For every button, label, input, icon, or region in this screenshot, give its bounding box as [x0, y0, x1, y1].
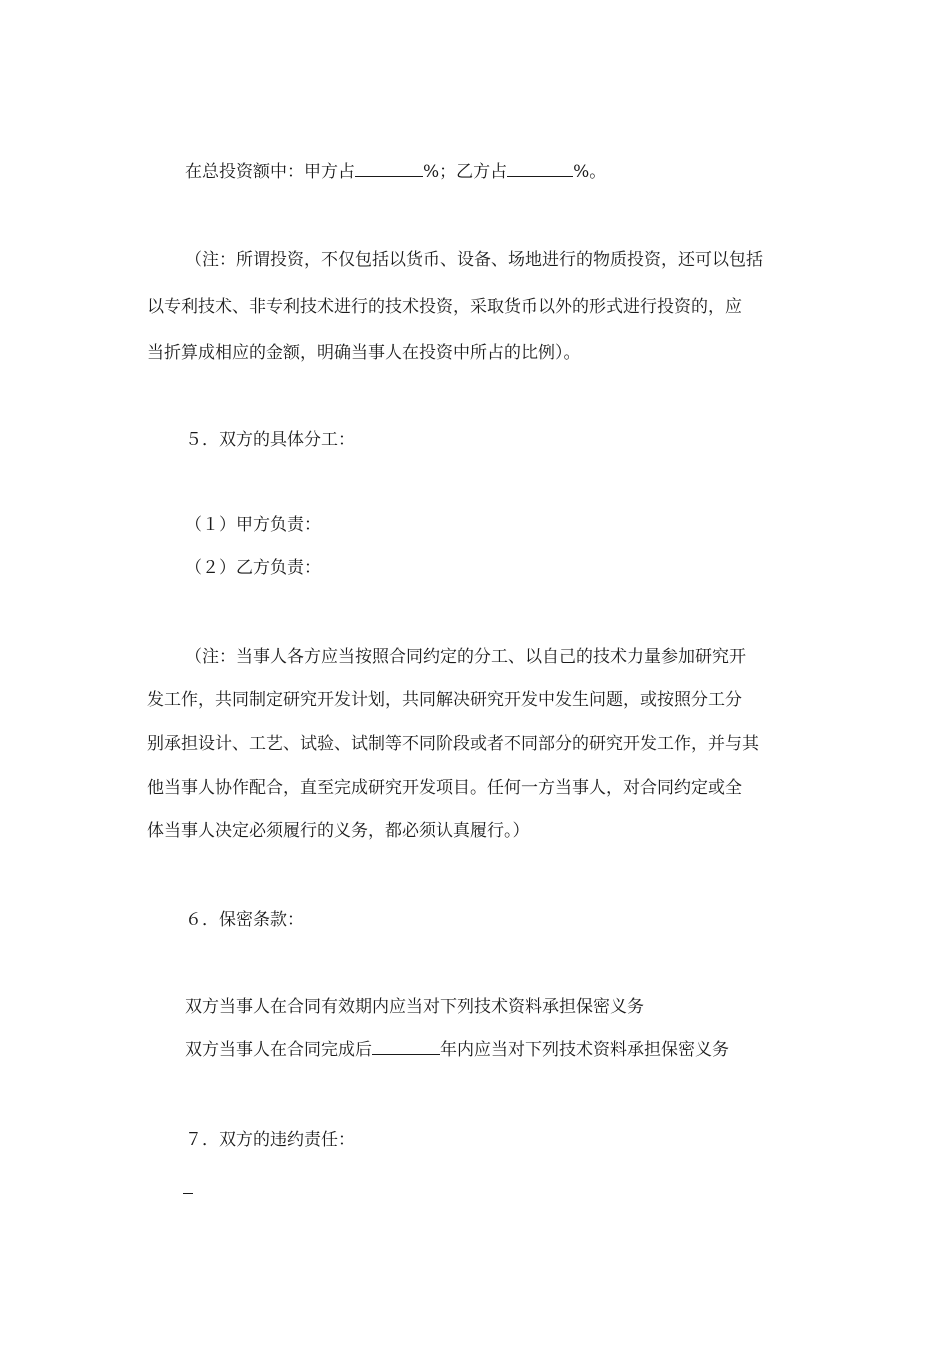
confidentiality-line2-prefix: 双方当事人在合同完成后: [185, 1040, 372, 1060]
note2-line5: 体当事人决定必须履行的义务，都必须认真履行。）: [147, 821, 530, 841]
blank-dash: [183, 1193, 193, 1194]
note2-line4: 他当事人协作配合，直至完成研究开发项目。任何一方当事人，对合同约定或全: [147, 778, 742, 798]
confidentiality-line1: 双方当事人在合同有效期内应当对下列技术资料承担保密义务: [185, 997, 644, 1017]
confidentiality-line2: [185, 1038, 729, 1062]
note1-line2: 以专利技术、非专利技术进行的技术投资，采取货币以外的形式进行投资的，应: [147, 297, 742, 317]
confidentiality-line2-suffix: 年内应当对下列技术资料承担保密义务: [440, 1040, 729, 1060]
party-a-share-blank: [355, 162, 423, 177]
section5-item1: （１）甲方负责：: [185, 515, 321, 535]
party-b-share-blank: [507, 162, 573, 177]
investment-prefix: 在总投资额中：甲方占: [185, 162, 355, 182]
years-blank: [372, 1040, 440, 1055]
section6-heading: ６．保密条款：: [185, 910, 304, 930]
investment-ratio-line: [185, 160, 606, 184]
section5-item2: （２）乙方负责：: [185, 558, 321, 578]
investment-mid: %；乙方占: [423, 162, 508, 182]
note2-line1: （注：当事人各方应当按照合同约定的分工、以自己的技术力量参加研究开: [185, 647, 746, 667]
note2-line2: 发工作，共同制定研究开发计划，共同解决研究开发中发生问题，或按照分工分: [147, 690, 742, 710]
note1-line1: （注：所谓投资，不仅包括以货币、设备、场地进行的物质投资，还可以包括: [185, 250, 763, 270]
section7-heading: ７．双方的违约责任：: [185, 1130, 355, 1150]
investment-suffix: %。: [573, 162, 607, 182]
note1-line3: 当折算成相应的金额，明确当事人在投资中所占的比例）。: [147, 343, 581, 363]
note2-line3: 别承担设计、工艺、试验、试制等不同阶段或者不同部分的研究开发工作，并与其: [147, 734, 759, 754]
section5-heading: ５．双方的具体分工：: [185, 430, 355, 450]
